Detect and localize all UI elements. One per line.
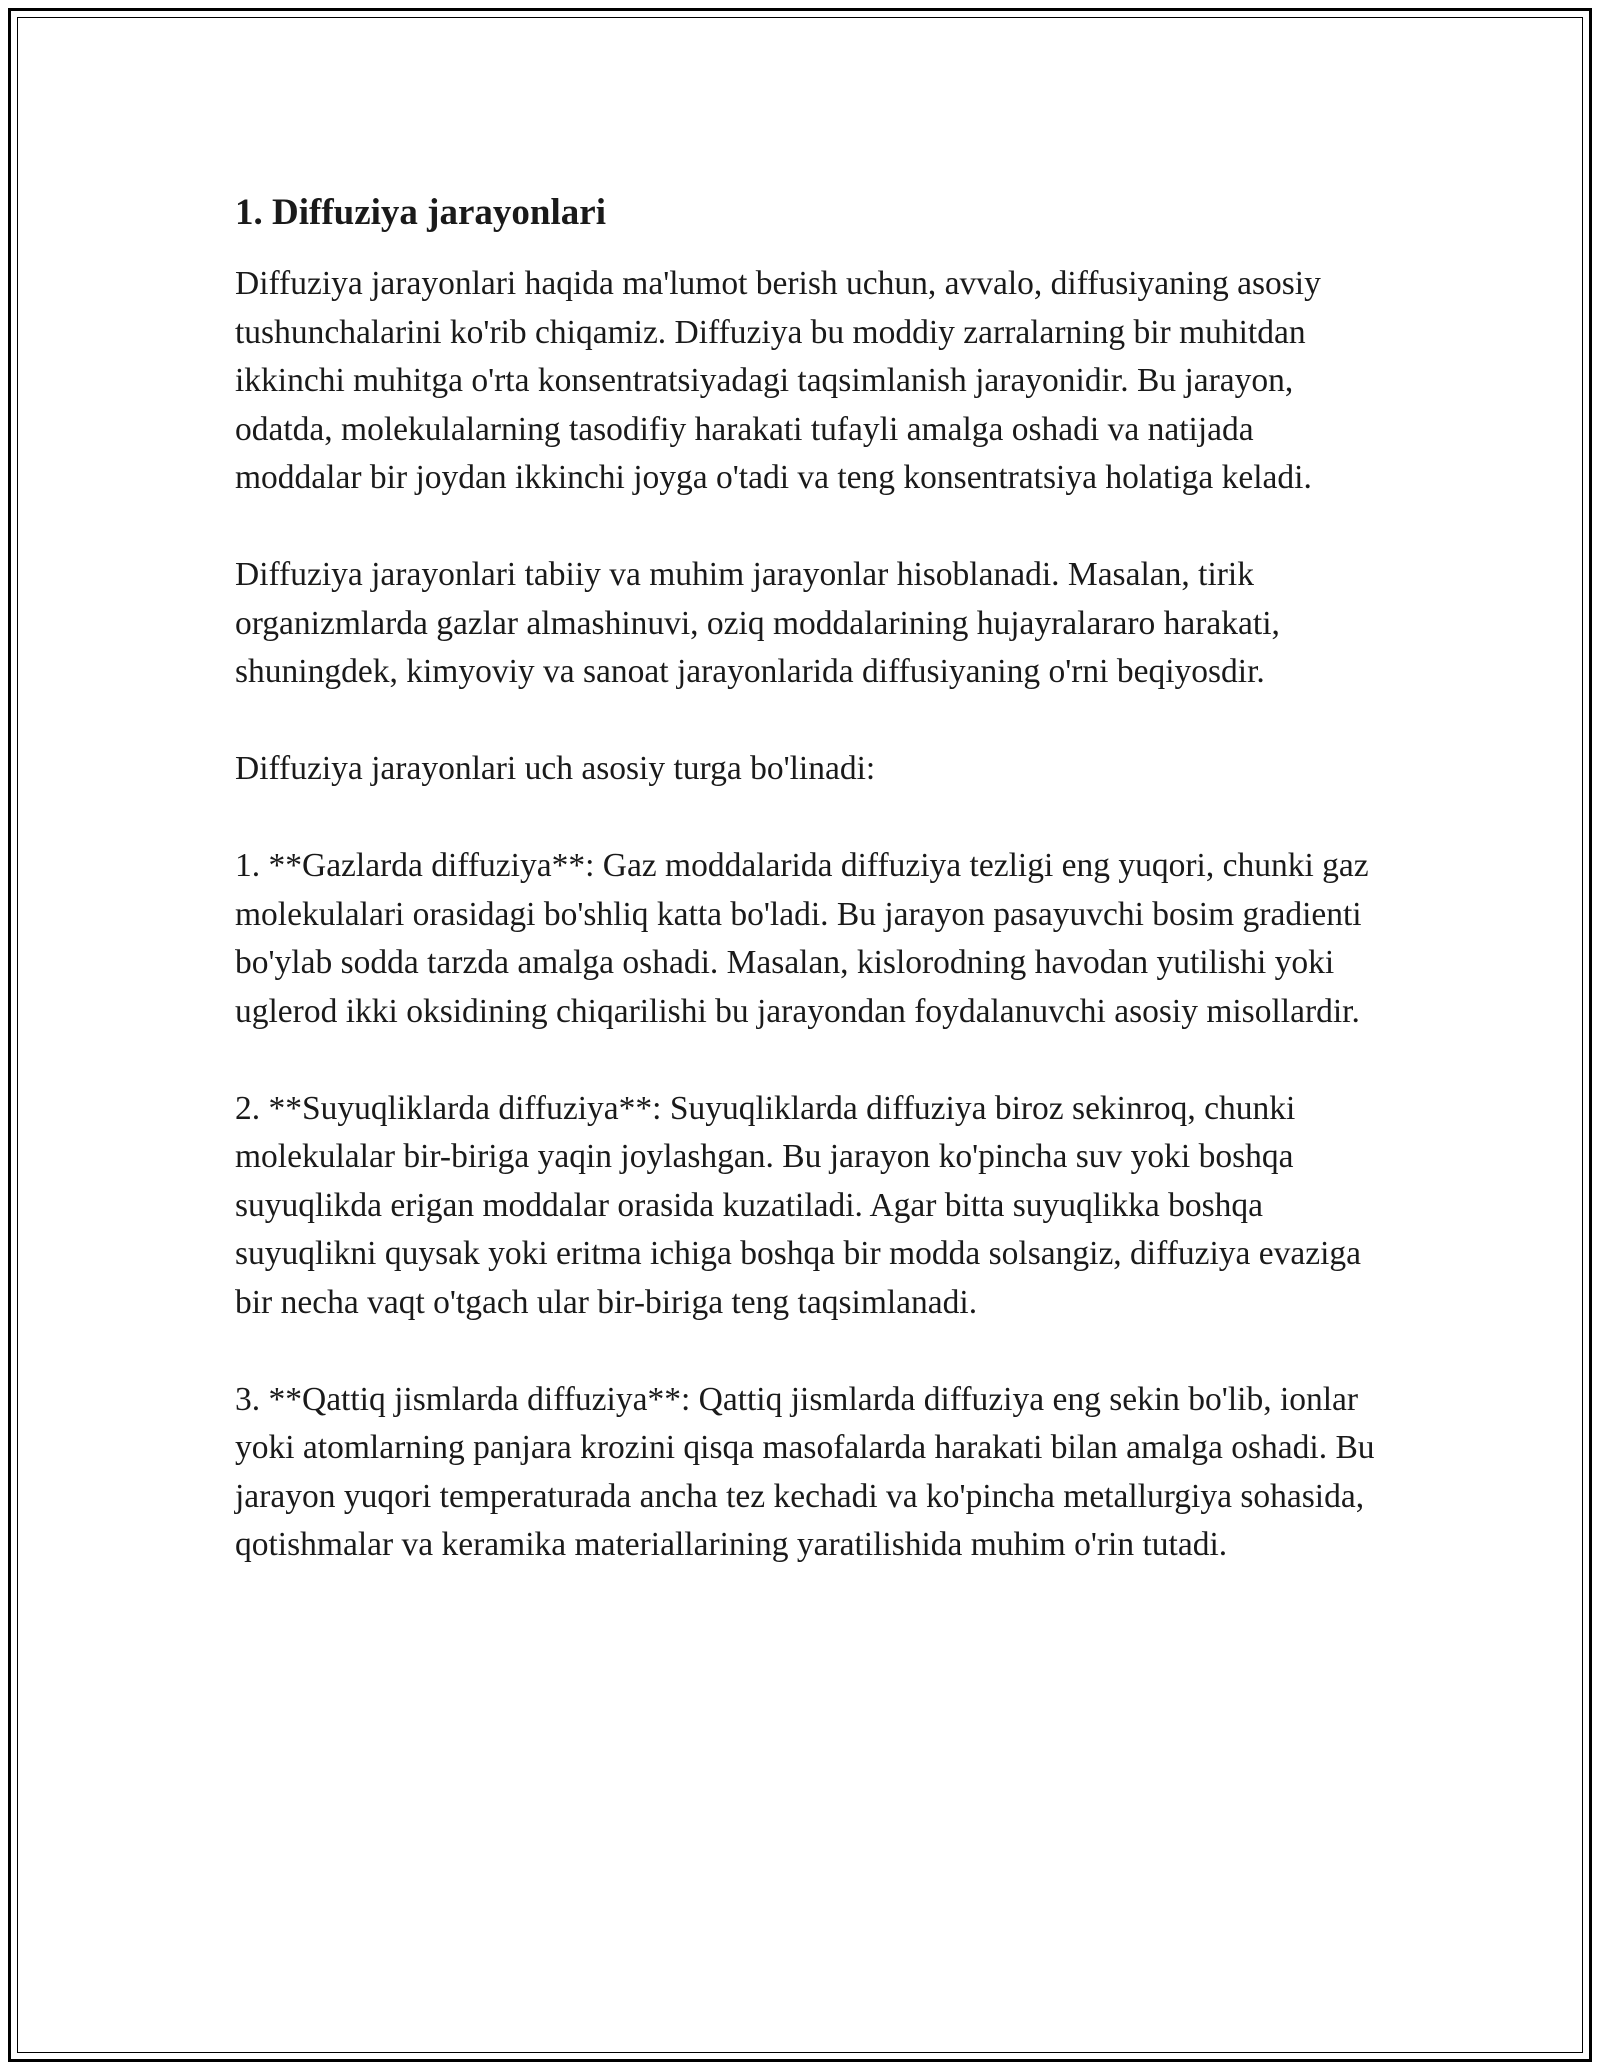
section-heading: 1. Diffuziya jarayonlari [235,192,606,233]
paragraph-importance: Diffuziya jarayonlari tabiiy va muhim jarayonlar hisoblanadi. Masalan, tirik organizmlarda gazlar almashinuvi, oziq moddalarining hujayralararo harakati, shuningdek, kimyoviy va sanoat jarayonlarida diffusiyaning o'rni beqiyosdir. [235,556,1280,690]
list-item-solid-diffusion: 3. **Qattiq jismlarda diffuziya**: Qattiq jismlarda diffuziya eng sekin bo'lib, ionlar yoki atomlarning panjara krozini qisqa masofalarda harakati bilan amalga oshadi. Bu jarayon yuqori temperaturada ancha tez kechadi va ko'pincha metallurgiya sohasida, qotishmalar va keramika materiallarining yaratilishida muhim o'rin tutadi. [235,1380,1375,1563]
list-item-liquid-diffusion: 2. **Suyuqliklarda diffuziya**: Suyuqliklarda diffuziya biroz sekinroq, chunki molekulalar bir-biriga yaqin joylashgan. Bu jarayon ko'pincha suv yoki boshqa suyuqlikda erigan moddalar orasida kuzatiladi. Agar bitta suyuqlikka boshqa suyuqlikni quysak yoki eritma ichiga boshqa bir modda solsangiz, diffuziya evaziga bir necha vaqt o'tgach ular bir-biriga teng taqsimlanadi. [235,1089,1362,1321]
paragraph-types-intro: Diffuziya jarayonlari uch asosiy turga bo'linadi: [235,750,876,787]
document-body [235,186,1375,1618]
list-item-gas-diffusion: 1. **Gazlarda diffuziya**: Gaz moddalarida diffuziya tezligi eng yuqori, chunki gaz molekulalari orasidagi bo'shliq katta bo'ladi. Bu jarayon pasayuvchi bosim gradienti bo'ylab sodda tarzda amalga oshadi. Masalan, kislorodning havodan yutilishi yoki uglerod ikki oksidining chiqarilishi bu jarayondan foydalanuvchi asosiy misollardir. [235,847,1369,1030]
paragraph-intro: Diffuziya jarayonlari haqida ma'lumot berish uchun, avvalo, diffusiyaning asosiy tushunchalarini ko'rib chiqamiz. Diffuziya bu moddiy zarralarning bir muhitdan ikkinchi muhitga o'rta konsentratsiyadagi taqsimlanish jarayonidir. Bu jarayon, odatda, molekulalarning tasodifiy harakati tufayli amalga oshadi va natijada moddalar bir joydan ikkinchi joyga o'tadi va teng konsentratsiya holatiga keladi. [235,265,1321,496]
